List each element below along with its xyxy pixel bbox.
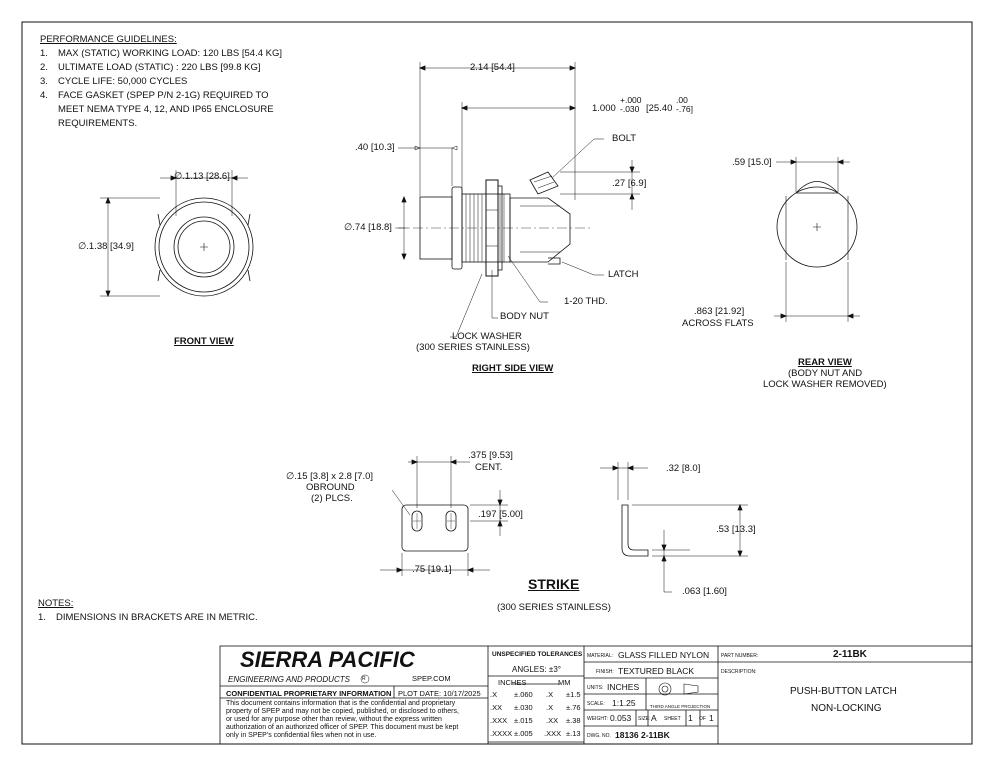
size-value: A: [651, 713, 657, 723]
tolerances-heading: UNSPECIFIED TOLERANCES: [492, 651, 583, 658]
thread-label: 1-20 THD.: [564, 296, 608, 307]
strike-32-dim: .32 [8.0]: [666, 463, 701, 474]
sheet-label: SHEET: [664, 716, 681, 722]
side-panel-dim: 1.000: [592, 103, 616, 114]
material-value: GLASS FILLED NYLON: [618, 650, 710, 660]
dwg-value: 18136 2-11BK: [615, 730, 670, 740]
notes-item-1: DIMENSIONS IN BRACKETS ARE IN METRIC.: [56, 612, 258, 623]
material-label: MATERIAL:: [587, 653, 614, 659]
latch-label: LATCH: [608, 269, 639, 280]
tol-row-3-in-val: ±.015: [514, 716, 533, 725]
front-view-drawing: [100, 170, 253, 296]
tol-row-4-mm-key: .XXX: [544, 729, 562, 738]
tol-row-1-in-val: ±.060: [514, 690, 533, 699]
performance-heading: PERFORMANCE GUIDELINES:: [40, 34, 177, 45]
strike-hole-dim: ∅.15 [3.8] x 2.8 [7.0]: [286, 471, 374, 482]
tol-row-2-in-val: ±.030: [514, 703, 533, 712]
side-flange-dim: .40 [10.3]: [355, 142, 395, 153]
notes-item-1-num: 1.: [38, 612, 46, 623]
tol-row-4-in-key: .XXXX: [490, 729, 513, 738]
units-value: INCHES: [607, 682, 640, 692]
rear-view-subtitle-2: LOCK WASHER REMOVED): [763, 379, 887, 390]
tol-row-2-mm-key: .X: [546, 703, 554, 712]
finish-value: TEXTURED BLACK: [618, 666, 695, 676]
strike-obround-label: OBROUND: [306, 482, 355, 493]
of-label: OF: [699, 716, 706, 722]
side-overall-dim: 2.14 [54.4]: [470, 62, 515, 73]
weight-value: 0.053: [610, 713, 632, 723]
company-website: SPEP.COM: [412, 674, 451, 683]
performance-item-2-num: 2.: [40, 62, 48, 73]
strike-subtitle: (300 SERIES STAINLESS): [497, 602, 611, 613]
part-number-value: 2-11BK: [833, 649, 867, 660]
tol-row-3-in-key: .XXX: [490, 716, 508, 725]
tolerances-col-mm: MM: [558, 678, 571, 687]
rear-view-title: REAR VIEW: [798, 357, 852, 368]
rear-view-subtitle-1: (BODY NUT AND: [788, 368, 863, 379]
strike-cent-label: CENT.: [475, 462, 503, 473]
scale-value: 1:1.25: [612, 698, 636, 708]
side-panel-mm: [25.40: [646, 103, 673, 114]
side-panel-tol: +.000 -.030: [620, 95, 642, 114]
disclaimer-line-2: property of SPEP and may not be copied, published, or disclosed to others,: [226, 708, 459, 715]
tol-row-4-in-val: ±.005: [514, 729, 533, 738]
rear-view-drawing: [774, 157, 860, 322]
tol-row-1-mm-val: ±1.5: [566, 690, 581, 699]
description-label: DESCRIPTION:: [721, 669, 757, 675]
company-logo: SIERRA PACIFIC: [240, 647, 415, 672]
front-height-dim: ∅.1.38 [34.9]: [78, 241, 134, 252]
strike-53-dim: .53 [13.3]: [716, 524, 756, 535]
disclaimer-line-5: only in SPEP's confidential files when not in use.: [226, 732, 377, 739]
strike-197-dim: .197 [5.00]: [478, 509, 523, 520]
lock-washer-label: LOCK WASHER: [452, 331, 522, 342]
rear-flats-label: ACROSS FLATS: [682, 318, 754, 329]
sheet-value: 1: [688, 713, 693, 723]
plot-date: PLOT DATE: 10/17/2025: [398, 689, 481, 698]
registered-mark: R: [362, 676, 366, 682]
description-line-2: NON-LOCKING: [811, 703, 882, 714]
strike-063-dim: .063 [1.60]: [682, 586, 727, 597]
dwg-label: DWG. NO.: [587, 733, 611, 739]
tol-row-2-in-key: .XX: [490, 703, 503, 712]
tolerances-angles: ANGLES: ±3°: [512, 665, 561, 674]
part-number-label: PART NUMBER:: [721, 653, 759, 659]
units-label: UNITS:: [587, 685, 604, 691]
tol-row-1-in-key: .X: [490, 690, 498, 699]
side-panel-mm-tol: .00 -.76]: [676, 95, 694, 114]
company-subtitle: ENGINEERING AND PRODUCTS: [228, 675, 350, 684]
lock-washer-material: (300 SERIES STAINLESS): [416, 342, 530, 353]
body-nut-label: BODY NUT: [500, 311, 549, 322]
tol-row-2-mm-val: ±.76: [566, 703, 581, 712]
performance-item-4: FACE GASKET (SPEP P/N 2-1G) REQUIRED TO: [58, 90, 269, 101]
performance-item-3: CYCLE LIFE: 50,000 CYCLES: [58, 76, 188, 87]
performance-item-4-line3: REQUIREMENTS.: [58, 118, 138, 129]
description-line-1: PUSH-BUTTON LATCH: [790, 686, 897, 697]
scale-label: SCALE:: [587, 701, 605, 707]
performance-item-1: MAX (STATIC) WORKING LOAD: 120 LBS [54.4 KG]: [58, 48, 283, 59]
side-bolt-dim: .27 [6.9]: [612, 178, 647, 189]
confidential-label: CONFIDENTIAL PROPRIETARY INFORMATION: [226, 689, 392, 698]
tol-row-1-mm-key: .X: [546, 690, 554, 699]
rear-flats-dim: .863 [21.92]: [694, 306, 745, 317]
disclaimer-line-1: This document contains information that is the confidential and proprietary: [226, 700, 456, 707]
front-view-title: FRONT VIEW: [174, 336, 234, 347]
performance-item-4-line2: MEET NEMA TYPE 4, 12, AND IP65 ENCLOSURE: [58, 104, 274, 115]
tol-row-3-mm-val: ±.38: [566, 716, 581, 725]
strike-plcs-label: (2) PLCS.: [311, 493, 353, 504]
tol-row-3-mm-key: .XX: [546, 716, 559, 725]
rear-top-dim: .59 [15.0]: [732, 157, 772, 168]
side-dia-dim: ∅.74 [18.8]: [344, 222, 392, 233]
performance-item-2: ULTIMATE LOAD (STATIC) : 220 LBS [99.8 KG]: [58, 62, 261, 73]
front-width-dim: ∅.1.13 [28.6]: [174, 171, 230, 182]
performance-item-3-num: 3.: [40, 76, 48, 87]
disclaimer-line-4: authorization of an authorized officer of SPEP. This document must be kept: [226, 724, 459, 731]
weight-label: WEIGHT:: [587, 716, 608, 722]
disclaimer-line-3: or used for any purpose other than review, without the express written: [226, 716, 442, 723]
strike-cent-dim: .375 [9.53]: [468, 450, 513, 461]
tol-row-4-mm-val: ±.13: [566, 729, 581, 738]
notes-heading: NOTES:: [38, 598, 74, 609]
projection-label: THIRD ANGLE PROJECTION: [650, 704, 711, 709]
strike-title: STRIKE: [528, 576, 580, 592]
side-view-title: RIGHT SIDE VIEW: [472, 363, 554, 374]
strike-75-dim: .75 [19.1]: [412, 564, 452, 575]
bolt-label: BOLT: [612, 133, 637, 144]
tolerances-col-inches: INCHES: [498, 678, 527, 687]
finish-label: FINISH:: [596, 669, 614, 675]
performance-item-1-num: 1.: [40, 48, 48, 59]
performance-item-4-num: 4.: [40, 90, 48, 101]
size-label: SIZE:: [638, 716, 651, 722]
of-value: 1: [709, 713, 714, 723]
